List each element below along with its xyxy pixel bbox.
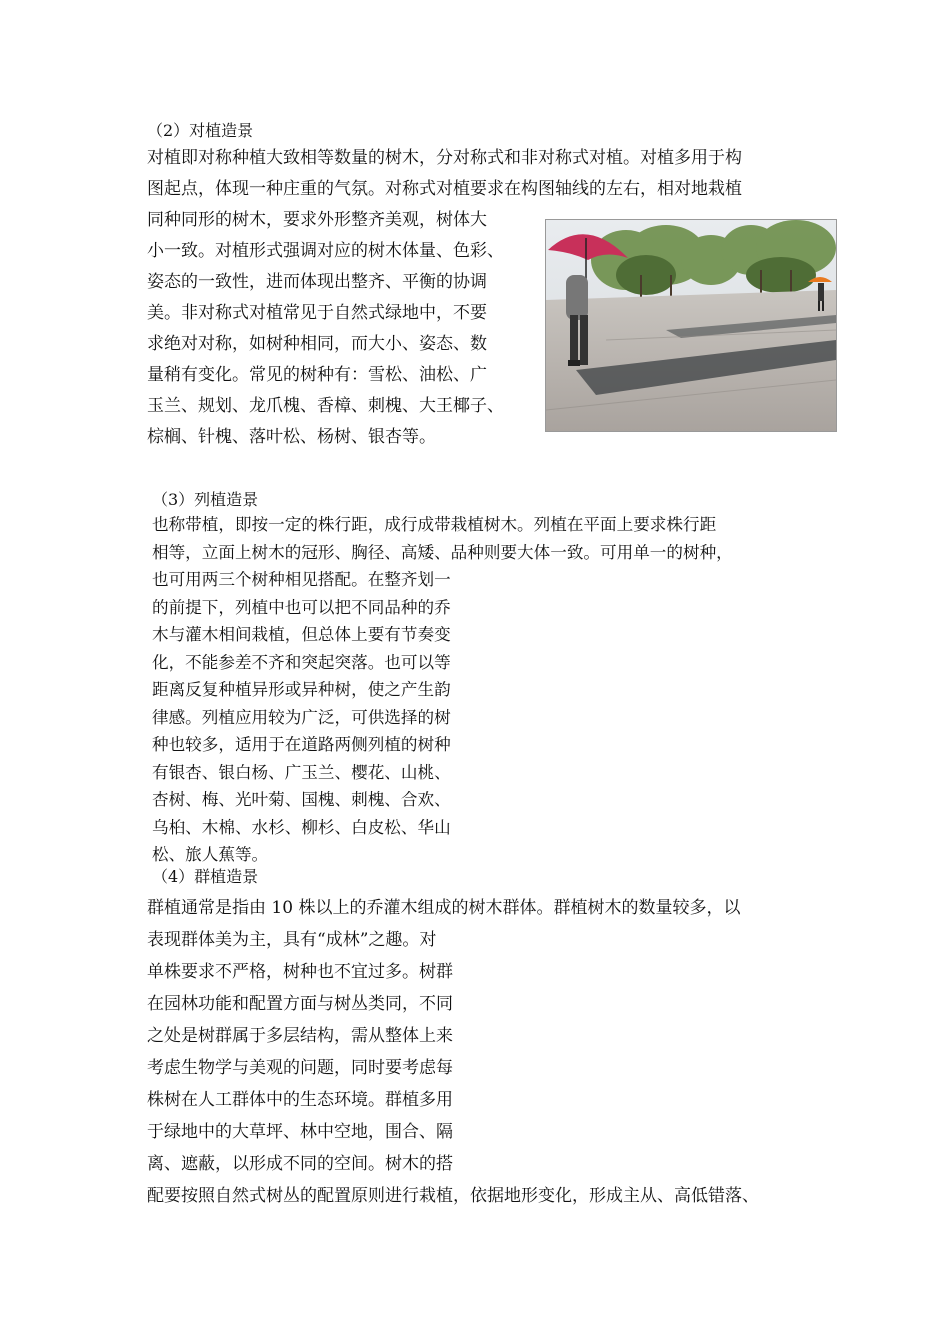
paragraph-line: 同种同形的树木，要求外形整齐美观，树体大: [147, 210, 487, 230]
paragraph-line: 玉兰、规划、龙爪槐、香樟、刺槐、大王椰子、: [147, 396, 504, 416]
paragraph-line: 美。非对称式对植常见于自然式绿地中，不要: [147, 303, 487, 323]
paragraph-line: 量稍有变化。常见的树种有：雪松、油松、广: [147, 365, 487, 385]
paragraph-line: 乌桕、木棉、水杉、柳杉、白皮松、华山: [152, 817, 451, 837]
paragraph-line: 之处是树群属于多层结构，需从整体上来: [147, 1026, 453, 1046]
paragraph-line: 律感。列植应用较为广泛，可供选择的树: [152, 707, 451, 727]
paragraph-line: 杏树、梅、光叶菊、国槐、刺槐、合欢、: [152, 790, 451, 809]
paragraph-line: 有银杏、银白杨、广玉兰、樱花、山桃、: [152, 762, 451, 782]
paragraph-line: 表现群体美为主，具有“成林”之趣。对: [147, 930, 437, 950]
paragraph-line: 姿态的一致性，进而体现出整齐、平衡的协调: [147, 272, 487, 292]
section-heading: （4）群植造景: [152, 867, 259, 886]
paragraph-line: 在园林功能和配置方面与树丛类同，不同: [147, 994, 453, 1014]
paragraph-line: 株树在人工群体中的生态环境。群植多用: [147, 1090, 453, 1110]
paragraph-line: 于绿地中的大草坪、林中空地，围合、隔: [147, 1122, 453, 1142]
paragraph-line: 木与灌木相间栽植，但总体上要有节奏变: [152, 625, 451, 644]
paragraph-line: 也可用两三个树种相见搭配。在整齐划一: [152, 570, 451, 589]
paragraph-line: 对植即对称种植大致相等数量的树木，分对称式和非对称式对植。对植多用于构: [147, 148, 742, 168]
paragraph-line: 离、遮蔽，以形成不同的空间。树木的搭: [147, 1154, 453, 1174]
paragraph-line: 配要按照自然式树丛的配置原则进行栽植，依据地形变化，形成主从、高低错落、: [147, 1186, 759, 1206]
rainy-promenade-photo: [546, 220, 836, 431]
paragraph-line: 图起点，体现一种庄重的气氛。对称式对植要求在构图轴线的左右，相对地栽植: [147, 179, 742, 199]
paragraph-line: 也称带植，即按一定的株行距，成行成带栽植树木。列植在平面上要求株行距: [152, 515, 717, 534]
photo-image: [545, 219, 837, 432]
paragraph-line: 距离反复种植异形或异种树，使之产生韵: [152, 680, 451, 699]
paragraph-line: 小一致。对植形式强调对应的树木体量、色彩、: [147, 241, 504, 261]
paragraph-line: 化，不能参差不齐和突起突落。也可以等: [152, 652, 451, 672]
paragraph-line: 单株要求不严格，树种也不宜过多。树群: [147, 962, 453, 982]
paragraph-line: 种也较多，适用于在道路两侧列植的树种: [152, 735, 451, 754]
section-heading: （2）对植造景: [147, 121, 254, 140]
paragraph-line: 的前提下，列植中也可以把不同品种的乔: [152, 597, 451, 617]
paragraph-line: 棕榈、针槐、落叶松、杨树、银杏等。: [147, 427, 436, 447]
paragraph-line: 考虑生物学与美观的问题，同时要考虑每: [147, 1058, 453, 1078]
section-heading: （3）列植造景: [152, 490, 259, 509]
paragraph-line: 群植通常是指由 10 株以上的乔灌木组成的树木群体。群植树木的数量较多，以: [147, 898, 741, 918]
paragraph-line: 松、旅人蕉等。: [152, 845, 269, 864]
paragraph-line: 求绝对对称，如树种相同，而大小、姿态、数: [147, 334, 487, 354]
paragraph-line: 相等，立面上树木的冠形、胸径、高矮、品种则要大体一致。可用单一的树种，: [152, 542, 733, 562]
